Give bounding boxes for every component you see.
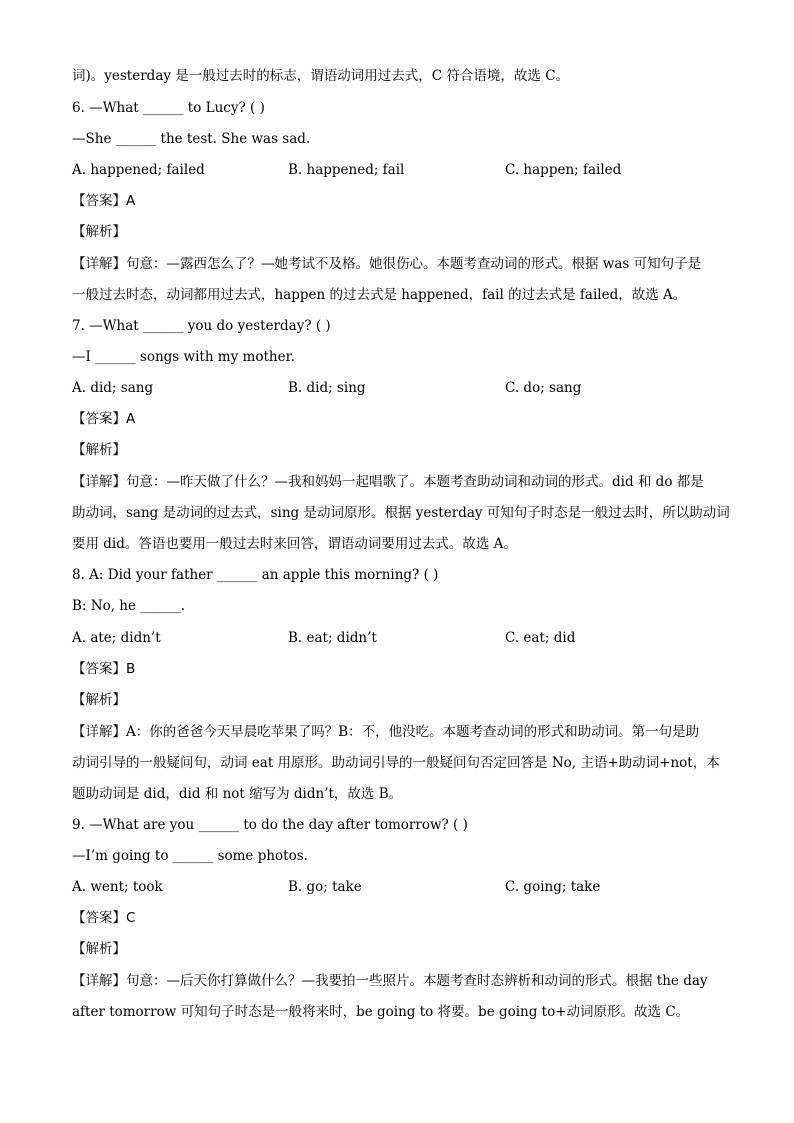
question-6-option-b: B. happened; fail (288, 162, 405, 178)
question-9-line-2: —I’m going to ______ some photos. (72, 848, 308, 864)
question-8-analysis-label: 【解析】 (72, 692, 126, 708)
question-9-option-c: C. going; take (505, 879, 601, 895)
question-6-option-a: A. happened; failed (72, 162, 205, 178)
intro-line: 词)。yesterday 是一般过去时的标志，谓语动词用过去式，C 符合语境，故选 C。 (72, 68, 570, 84)
question-9-answer: 【答案】C (72, 910, 136, 926)
question-8-line-1: 8. A: Did your father ______ an apple this morning? ( ) (72, 567, 439, 583)
question-6-answer: 【答案】A (72, 193, 136, 209)
question-7-answer: 【答案】A (72, 411, 136, 427)
question-8-detail-3: 题助动词是 did，did 和 not 缩写为 didn’t，故选 B。 (72, 786, 403, 802)
question-6-option-c: C. happen; failed (505, 162, 622, 178)
question-7-detail-1: 【详解】句意：—昨天做了什么？—我和妈妈一起唱歌了。本题考查助动词和动词的形式。did 和 do 都是 (72, 474, 704, 490)
question-7-detail-2: 助动词，sang 是动词的过去式，sing 是动词原形。根据 yesterday 可知句子时态是一般过去时，所以助动词 (72, 505, 730, 521)
question-7-detail-3: 要用 did。答语也要用一般过去时来回答，谓语动词要用过去式。故选 A。 (72, 536, 517, 552)
question-8-line-2: B: No, he ______. (72, 598, 186, 614)
question-8-detail-1: 【详解】A：你的爸爸今天早晨吃苹果了吗？B：不，他没吃。本题考查动词的形式和助动词。第一句是助 (72, 724, 700, 740)
question-7-analysis-label: 【解析】 (72, 442, 126, 458)
question-7-option-c: C. do; sang (505, 380, 582, 396)
question-6-detail-1: 【详解】句意：—露西怎么了？—她考试不及格。她很伤心。本题考查动词的形式。根据 was 可知句子是 (72, 256, 702, 272)
question-7-line-2: —I ______ songs with my mother. (72, 349, 295, 365)
question-8-option-c: C. eat; did (505, 630, 576, 646)
question-8-detail-2: 动词引导的一般疑问句，动词 eat 用原形。助动词引导的一般疑问句否定回答是 No, 主语+助动词+not，本 (72, 755, 720, 771)
question-8-option-b: B. eat; didn’t (288, 630, 377, 646)
question-9-detail-2: after tomorrow 可知句子时态是一般将来时，be going to 将要。be going to+动词原形。故选 C。 (72, 1004, 690, 1020)
question-9-option-a: A. went; took (72, 879, 163, 895)
question-6-analysis-label: 【解析】 (72, 224, 126, 240)
question-7-option-a: A. did; sang (72, 380, 154, 396)
question-7-option-b: B. did; sing (288, 380, 366, 396)
question-6-line-1: 6. —What ______ to Lucy? ( ) (72, 100, 265, 116)
question-9-analysis-label: 【解析】 (72, 941, 126, 957)
question-9-line-1: 9. —What are you ______ to do the day after tomorrow? ( ) (72, 817, 468, 833)
question-8-option-a: A. ate; didn’t (72, 630, 161, 646)
question-9-option-b: B. go; take (288, 879, 362, 895)
question-9-detail-1: 【详解】句意：—后天你打算做什么？—我要拍一些照片。本题考查时态辨析和动词的形式。根据 the day (72, 973, 708, 989)
question-8-answer: 【答案】B (72, 661, 136, 677)
question-7-line-1: 7. —What ______ you do yesterday? ( ) (72, 318, 331, 334)
question-6-line-2: —She ______ the test. She was sad. (72, 131, 311, 147)
question-6-detail-2: 一般过去时态，动词都用过去式，happen 的过去式是 happened，fail 的过去式是 failed，故选 A。 (72, 287, 687, 303)
